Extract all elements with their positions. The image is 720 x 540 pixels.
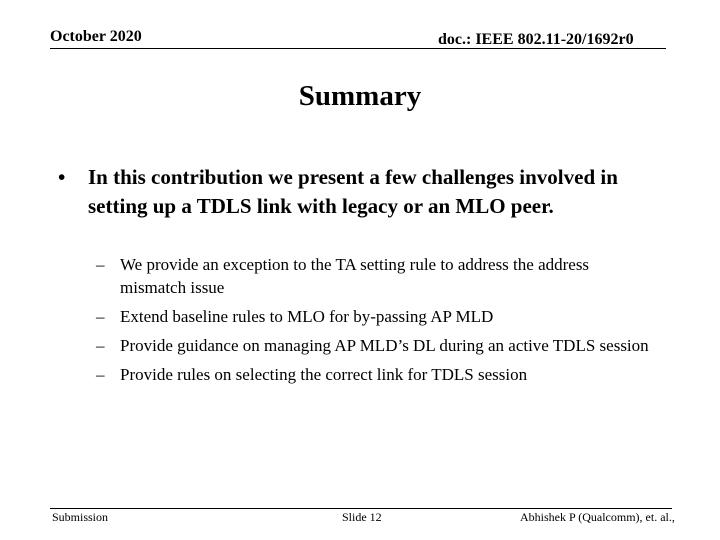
sub-bullet: [96, 305, 656, 328]
header-doc-id: doc.: IEEE 802.11-20/1692r0: [438, 31, 634, 48]
sub-bullet: [96, 363, 656, 386]
footer-slide-number: Slide 12: [342, 510, 382, 524]
sub-bullet: [96, 253, 656, 299]
footer-rule: [50, 508, 672, 509]
dash-icon: –: [96, 365, 105, 384]
dash-icon: –: [96, 336, 105, 355]
bullet-dot-icon: •: [58, 165, 66, 189]
main-bullet: [58, 163, 658, 221]
footer-author: Abhishek P (Qualcomm), et. al.,: [520, 510, 675, 524]
dash-icon: –: [96, 255, 105, 274]
sub-bullet-text: Provide rules on selecting the correct link for TDLS session: [120, 365, 528, 384]
slide-title: Summary: [298, 80, 422, 112]
main-bullet-text: In this contribution we present a few challenges involved in setting up a TDLS link with legacy or an MLO peer.: [88, 165, 618, 218]
sub-bullet-text: We provide an exception to the TA setting rule to address the address mismatch issue: [120, 255, 590, 297]
dash-icon: –: [96, 307, 105, 326]
sub-bullet-list: [96, 253, 656, 392]
footer-submission: Submission: [52, 510, 109, 524]
sub-bullet-text: Extend baseline rules to MLO for by-passing AP MLD: [120, 307, 494, 326]
header-date: October 2020: [50, 28, 142, 45]
header-rule: [50, 48, 666, 49]
sub-bullet-text: Provide guidance on managing AP MLD’s DL during an active TDLS session: [120, 336, 649, 355]
sub-bullet: [96, 334, 656, 357]
